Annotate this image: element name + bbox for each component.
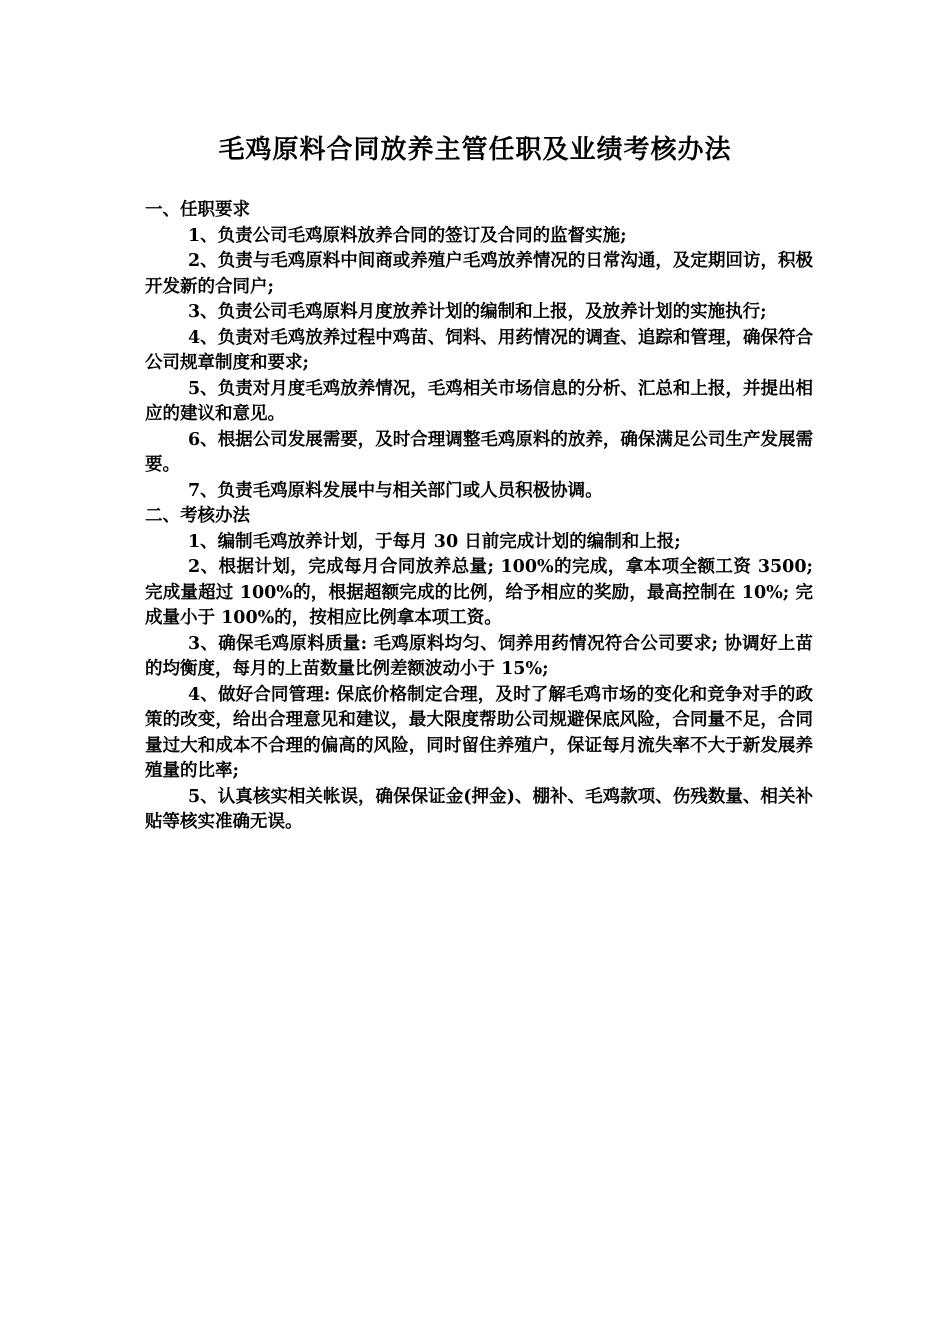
requirement-item: 2、负责与毛鸡原料中间商或养殖户毛鸡放养情况的日常沟通，及定期回访，积极开发新的合同户; [145,251,813,297]
document-title: 毛鸡原料合同放养主管任职及业绩考核办法 [218,135,732,165]
assessment-item: 3、确保毛鸡原料质量: 毛鸡原料均匀、饲养用药情况符合公司要求; 协调好上苗的均衡度，每月的上苗数量比例差额波动小于 15%; [145,633,813,679]
section-heading-requirements: 一、任职要求 [145,200,250,220]
requirement-item: 5、负责对月度毛鸡放养情况，毛鸡相关市场信息的分析、汇总和上报，并提出相应的建议和意见。 [145,378,813,424]
requirement-item: 1、负责公司毛鸡原料放养合同的签订及合同的监督实施; [188,225,627,246]
requirement-item: 7、负责毛鸡原料发展中与相关部门或人员积极协调。 [188,480,603,501]
requirement-item: 4、负责对毛鸡放养过程中鸡苗、饲料、用药情况的调查、追踪和管理，确保符合公司规章制度和要求; [145,327,813,373]
assessment-item: 4、做好合同管理: 保底价格制定合理，及时了解毛鸡市场的变化和竞争对手的政策的改变，给出合理意见和建议，最大限度帮助公司规避保底风险，合同量不足，合同量过大和成本不合理的偏高的风险，同时留住养殖户，保证每月流失率不大于新发展养殖量的比率; [145,684,813,781]
requirement-item: 6、根据公司发展需要，及时合理调整毛鸡原料的放养，确保满足公司生产发展需要。 [145,429,813,475]
assessment-item: 5、认真核实相关帐误，确保保证金(押金)、棚补、毛鸡款项、伤残数量、相关补贴等核实准确无误。 [145,786,813,832]
section-heading-assessment: 二、考核办法 [145,506,250,526]
assessment-item: 1、编制毛鸡放养计划，于每月 30 日前完成计划的编制和上报; [188,531,681,552]
document-body [145,198,813,836]
requirement-item: 3、负责公司毛鸡原料月度放养计划的编制和上报，及放养计划的实施执行; [188,302,767,322]
assessment-item: 2、根据计划，完成每月合同放养总量; 100%的完成，拿本项全额工资 3500; 完成量超过 100%的，根据超额完成的比例，给予相应的奖励，最高控制在 10%; 完成量小于 100%的，按相应比例拿本项工资。 [145,557,813,628]
